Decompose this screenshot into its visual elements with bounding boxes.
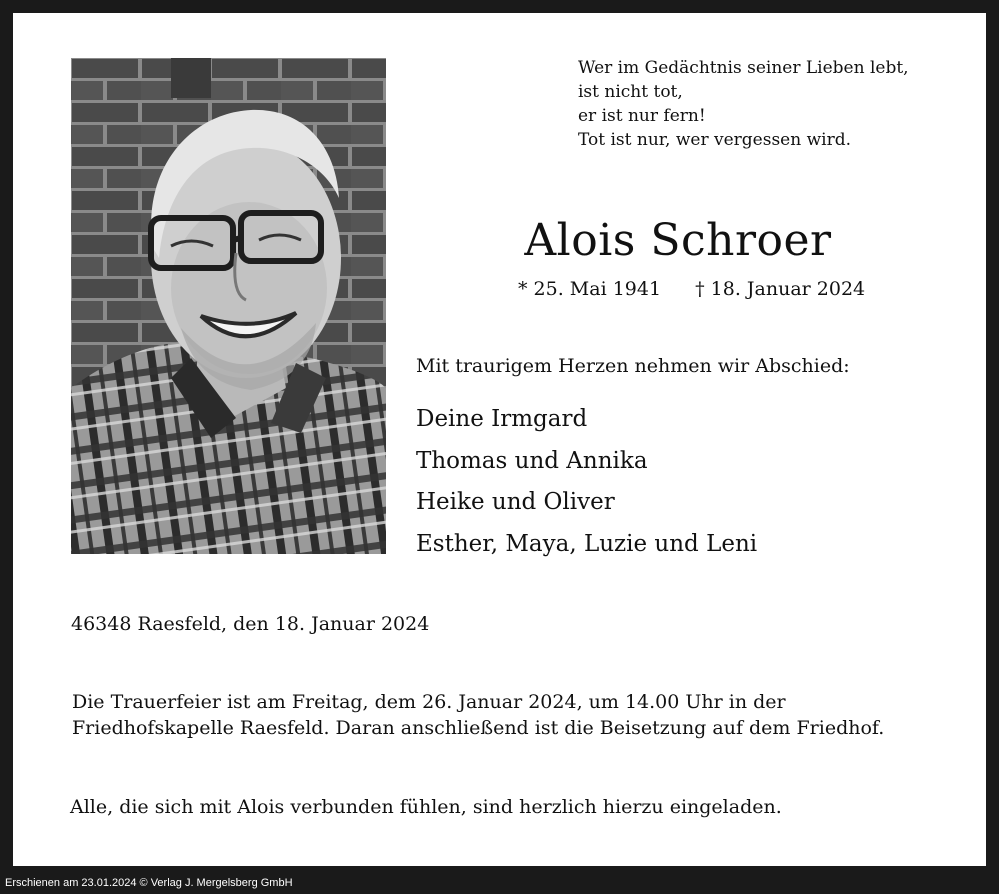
- invitation-text: Alle, die sich mit Alois verbunden fühlen, sind herzlich hierzu eingeladen.: [70, 796, 782, 818]
- funeral-service-info: Die Trauerfeier ist am Freitag, dem 26. Januar 2024, um 14.00 Uhr in der Friedhofskapelle Raesfeld. Daran anschließend ist die Beisetzung auf dem Friedhof.: [72, 691, 885, 739]
- memorial-verse: [578, 56, 909, 152]
- verse-line: Tot ist nur, wer vergessen wird.: [578, 130, 851, 150]
- verse-line: Wer im Gedächtnis seiner Lieben lebt,: [578, 58, 909, 78]
- mourner-name: Thomas und Annika: [416, 447, 648, 474]
- obituary-notice: [13, 13, 986, 866]
- birth-date: * 25. Mai 1941: [518, 278, 662, 300]
- deceased-name: Alois Schroer: [524, 215, 832, 266]
- death-date: † 18. Januar 2024: [695, 278, 866, 300]
- mourners-list: [416, 399, 757, 565]
- mourner-name: Esther, Maya, Luzie und Leni: [416, 530, 758, 557]
- verse-line: er ist nur fern!: [578, 106, 706, 126]
- life-dates: [518, 276, 865, 302]
- publication-footer: Erschienen am 23.01.2024 © Verlag J. Mergelsberg GmbH: [5, 877, 293, 889]
- verse-line: ist nicht tot,: [578, 82, 683, 102]
- farewell-line: Mit traurigem Herzen nehmen wir Abschied:: [416, 355, 850, 377]
- mourner-name: Deine Irmgard: [416, 406, 588, 432]
- place-and-date: 46348 Raesfeld, den 18. Januar 2024: [71, 613, 430, 635]
- mourner-name: Heike und Oliver: [416, 489, 615, 515]
- portrait-photo: [71, 58, 386, 554]
